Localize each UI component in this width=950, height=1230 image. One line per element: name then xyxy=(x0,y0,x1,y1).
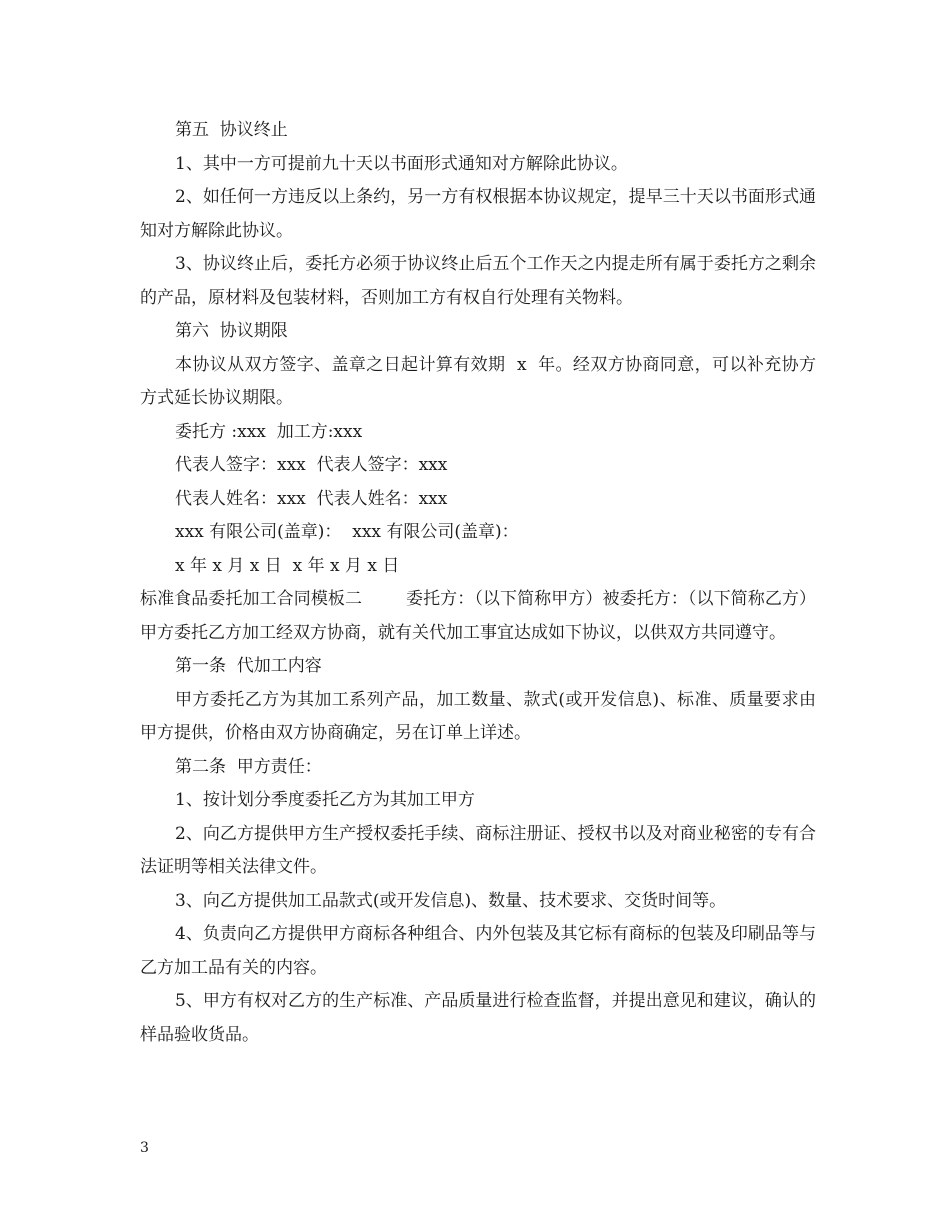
signature-line-representative-name: 代表人姓名：xxx 代表人姓名：xxx xyxy=(175,488,448,509)
list-item: 4、负责向乙方提供甲方商标各种组合、内外包装及其它标有商标的包装及印刷品等与乙方加工品有关的内容。 xyxy=(140,924,816,978)
paragraph: 3、协议终止后，委托方必须于协议终止后五个工作天之内提走所有属于委托方之剩余的产品，原材料及包装材料，否则加工方有权自行处理有关物料。 xyxy=(140,254,816,308)
list-item: 2、向乙方提供甲方生产授权委托手续、商标注册证、授权书以及对商业秘密的专有合法证明等相关法律文件。 xyxy=(140,823,816,877)
contract-template-two-intro: 标准食品委托加工合同模板二 委托方：（以下简称甲方）被委托方：（以下简称乙方）甲方委托乙方加工经双方协商，就有关代加工事宜达成如下协议，以供双方共同遵守。 xyxy=(140,589,816,643)
heading-section-5: 第五 协议终止 xyxy=(175,120,288,140)
signature-line-company-seal: xxx 有限公司(盖章)： xxx 有限公司(盖章)： xyxy=(175,522,519,542)
heading-section-6: 第六 协议期限 xyxy=(175,321,288,341)
heading-article-2: 第二条 甲方责任： xyxy=(175,756,322,777)
list-item: 5、甲方有权对乙方的生产标准、产品质量进行检查监督，并提出意见和建议，确认的样品验收货品。 xyxy=(140,991,816,1045)
page-number: 3 xyxy=(140,1140,149,1156)
list-item: 1、按计划分季度委托乙方为其加工甲方 xyxy=(175,790,475,810)
list-item: 3、向乙方提供加工品款式(或开发信息)、数量、技术要求、交货时间等。 xyxy=(175,890,727,911)
paragraph: 2、如任何一方违反以上条约，另一方有权根据本协议规定，提早三十天以书面形式通知对方解除此协议。 xyxy=(140,187,816,241)
signature-line-date: x 年 x 月 x 日 x 年 x 月 x 日 xyxy=(175,555,400,576)
paragraph: 1、其中一方可提前九十天以书面形式通知对方解除此协议。 xyxy=(175,153,628,174)
document-body xyxy=(140,114,816,1052)
signature-line-representative-sign: 代表人签字：xxx 代表人签字：xxx xyxy=(175,455,448,475)
heading-article-1: 第一条 代加工内容 xyxy=(175,656,322,676)
paragraph: 甲方委托乙方为其加工系列产品，加工数量、款式(或开发信息)、标准、质量要求由甲方提供，价格由双方协商确定，另在订单上详述。 xyxy=(140,689,816,743)
paragraph: 本协议从双方签字、盖章之日起计算有效期 x 年。经双方协商同意，可以补充协方方式延长协议期限。 xyxy=(140,354,816,408)
signature-line-parties: 委托方 :xxx 加工方:xxx xyxy=(175,421,363,442)
